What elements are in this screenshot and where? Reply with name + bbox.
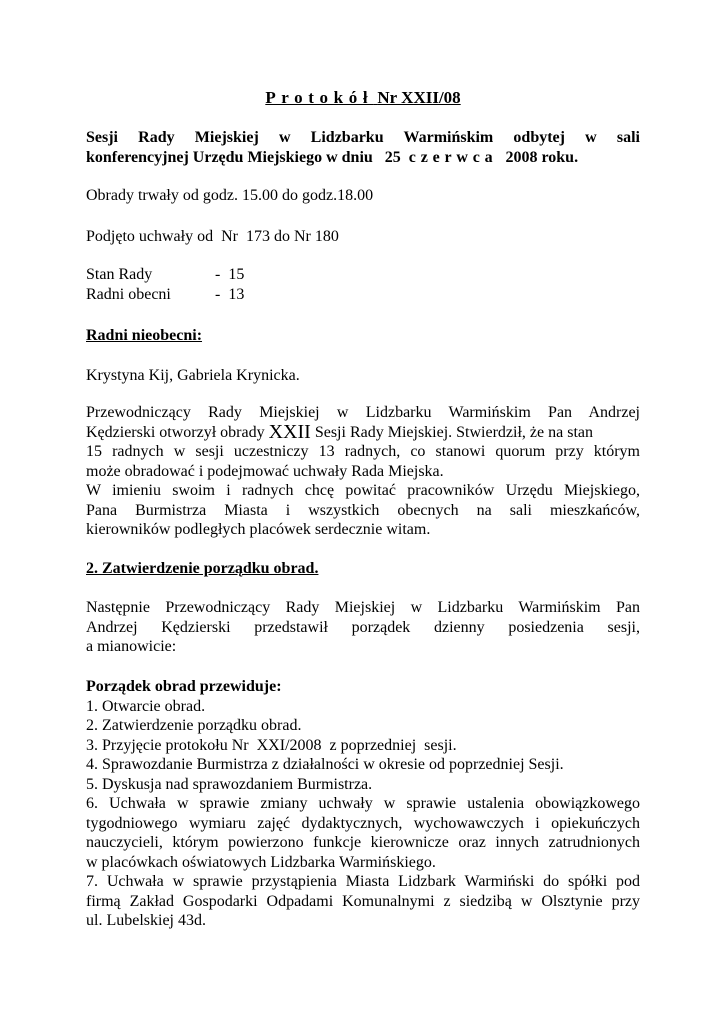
section-2-line: Andrzej Kędzierski przedstawił porządek dzienny posiedzenia sesji, — [86, 618, 640, 636]
section-2-line: a mianowicie: — [86, 638, 177, 655]
intro-line-2 — [86, 148, 640, 168]
stat-label: Stan Rady — [86, 266, 153, 283]
section-2-line: Następnie Przewodniczący Rady Miejskiej w Lidzbarku Warmińskim Pan — [86, 599, 640, 616]
stat-row-council — [86, 265, 640, 285]
opening-line: 15 radnych w sesji uczestniczy 13 radnych, co stanowi quorum przy którym — [86, 443, 640, 460]
protocol-number: Nr XXII/08 — [377, 88, 461, 107]
agenda-item-6-line: w placówkach oświatowych Lidzbarka Warmińskiego. — [86, 853, 436, 871]
agenda-item: 1. Otwarcie obrad. — [86, 697, 206, 715]
intro-line-1: Sesji Rady Miejskiej w Lidzbarku Warmińskim odbytej w sali — [86, 129, 640, 146]
opening-line: Przewodniczący Rady Miejskiej w Lidzbarku Warmińskim Pan Andrzej — [86, 404, 640, 421]
protocol-title — [86, 88, 640, 108]
intro-month: czerwca — [408, 148, 498, 166]
council-stats — [86, 265, 640, 304]
agenda-item: 2. Zatwierdzenie porządku obrad. — [86, 717, 302, 734]
opening-line: W imieniu swoim i radnych chcę powitać pracowników Urzędu Miejskiego, — [86, 482, 640, 499]
section-2-paragraph — [86, 598, 640, 657]
stat-value: - 13 — [215, 285, 245, 303]
opening-line: Pana Burmistrza Miasta i wszystkich obecnych na sali mieszkańców, — [86, 501, 640, 519]
agenda-item-7-line: firmą Zakład Gospodarki Odpadami Komunalnymi z siedzibą w Olsztynie przy — [86, 892, 640, 910]
hours-text: Obrady trwały od godz. 15.00 do godz.18.00 — [86, 187, 374, 204]
stat-label: Radni obecni — [86, 285, 171, 303]
section-2-heading — [86, 559, 640, 579]
agenda-item: 5. Dyskusja nad sprawozdaniem Burmistrza. — [86, 775, 373, 793]
agenda-item-7-line: ul. Lubelskiej 43d. — [86, 912, 206, 929]
opening-paragraph — [86, 403, 640, 540]
resolutions-range — [86, 227, 640, 247]
intro-line-2-start: konferencyjnej Urzędu Miejskiego w dniu 25 — [86, 148, 409, 166]
session-hours — [86, 186, 640, 206]
absent-heading-text: Radni nieobecni: — [86, 327, 203, 344]
stat-value: - 15 — [215, 266, 245, 283]
opening-line-2-start: Kędzierski otworzył obrady — [86, 423, 269, 441]
opening-line: kierowników podległych placówek serdecznie witam. — [86, 521, 431, 538]
opening-line — [86, 420, 640, 443]
session-intro — [86, 128, 640, 167]
protocol-word: Protokół — [265, 88, 374, 107]
session-number: XXII — [268, 420, 311, 443]
absent-heading — [86, 326, 640, 346]
agenda — [86, 677, 640, 931]
agenda-item-7-line: 7. Uchwała w sprawie przystąpienia Miasta Lidzbark Warmiński do spółki pod — [86, 873, 640, 890]
intro-line-2-end: 2008 roku. — [497, 148, 579, 166]
agenda-heading: Porządek obrad przewiduje: — [86, 678, 282, 695]
opening-line: może obradować i podejmować uchwały Rada Miejska. — [86, 462, 444, 480]
agenda-item: 4. Sprawozdanie Burmistrza z działalności w okresie od poprzedniej Sesji. — [86, 756, 564, 773]
agenda-item-6-line: nauczycieli, którym powierzono funkcje kierownicze oraz innych zatrudnionych — [86, 834, 640, 851]
agenda-item-6-line: 6. Uchwała w sprawie zmiany uchwały w sprawie ustalenia obowiązkowego — [86, 795, 640, 812]
stat-row-present — [86, 285, 640, 305]
agenda-item-6-line: tygodniowego wymiaru zajęć dydaktycznych, wychowawczych i opiekuńczych — [86, 814, 640, 832]
agenda-item: 3. Przyjęcie protokołu Nr XXI/2008 z poprzedniej sesji. — [86, 736, 457, 754]
section-2-heading-text: 2. Zatwierdzenie porządku obrad. — [86, 560, 319, 577]
absent-names-text: Krystyna Kij, Gabriela Krynicka. — [86, 367, 300, 384]
opening-line-2-end: Sesji Rady Miejskiej. Stwierdził, że na stan — [310, 423, 593, 441]
resolutions-text: Podjęto uchwały od Nr 173 do Nr 180 — [86, 228, 339, 245]
absent-names — [86, 366, 640, 386]
